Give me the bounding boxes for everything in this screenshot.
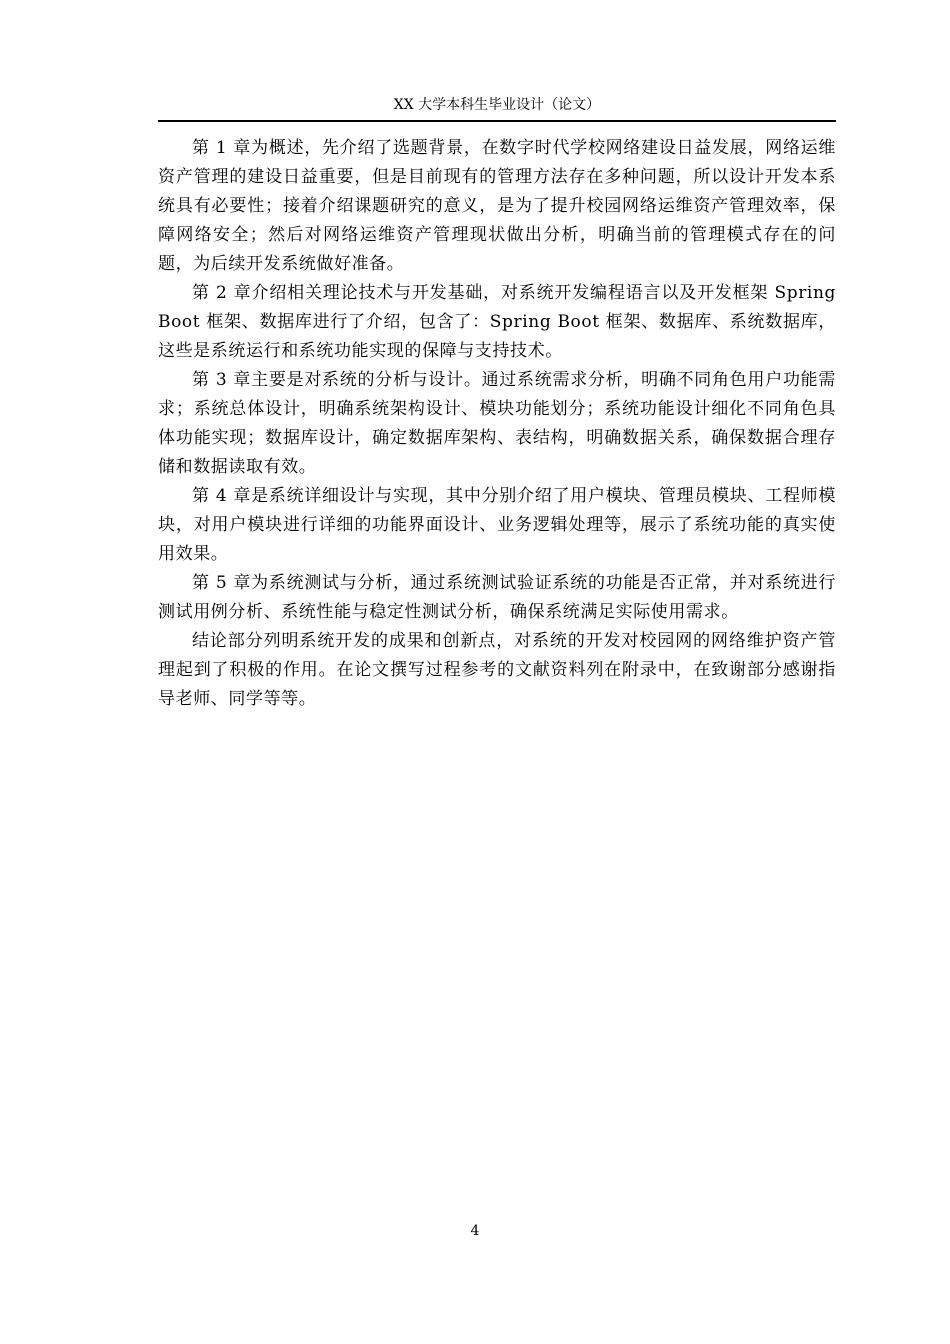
paragraph-chapter-2: 第 2 章介绍相关理论技术与开发基础，对系统开发编程语言以及开发框架 Spring Boot 框架、数据库进行了介绍，包含了：Spring Boot 框架、数据库、系统数据库，这些是系统运行和系统功能实现的保障与支持技术。: [158, 283, 836, 361]
paragraph-conclusion: 结论部分列明系统开发的成果和创新点，对系统的开发对校园网的网络维护资产管理起到了积极的作用。在论文撰写过程参考的文献资料列在附录中，在致谢部分感谢指导老师、同学等等。: [158, 631, 836, 709]
body-text: [158, 134, 836, 714]
paragraph-chapter-5: 第 5 章为系统测试与分析，通过系统测试验证系统的功能是否正常，并对系统进行测试用例分析、系统性能与稳定性测试分析，确保系统满足实际使用需求。: [158, 573, 836, 622]
page-number: 4: [470, 1223, 480, 1239]
header-title: XX 大学本科生毕业设计（论文）: [393, 97, 601, 113]
paragraph-chapter-3: 第 3 章主要是对系统的分析与设计。通过系统需求分析，明确不同角色用户功能需求；系统总体设计，明确系统架构设计、模块功能划分；系统功能设计细化不同角色具体功能实现；数据库设计，确定数据库架构、表结构，明确数据关系，确保数据合理存储和数据读取有效。: [158, 370, 836, 477]
page-header: [158, 94, 836, 122]
paragraph-chapter-1: 第 1 章为概述，先介绍了选题背景，在数字时代学校网络建设日益发展，网络运维资产管理的建设日益重要，但是目前现有的管理方法存在多种问题，所以设计开发本系统具有必要性；接着介绍课题研究的意义，是为了提升校园网络运维资产管理效率，保障网络安全；然后对网络运维资产管理现状做出分析，明确当前的管理模式存在的问题，为后续开发系统做好准备。: [158, 138, 836, 274]
paragraph-chapter-4: 第 4 章是系统详细设计与实现，其中分别介绍了用户模块、管理员模块、工程师模块，对用户模块进行详细的功能界面设计、业务逻辑处理等，展示了系统功能的真实使用效果。: [158, 486, 836, 564]
